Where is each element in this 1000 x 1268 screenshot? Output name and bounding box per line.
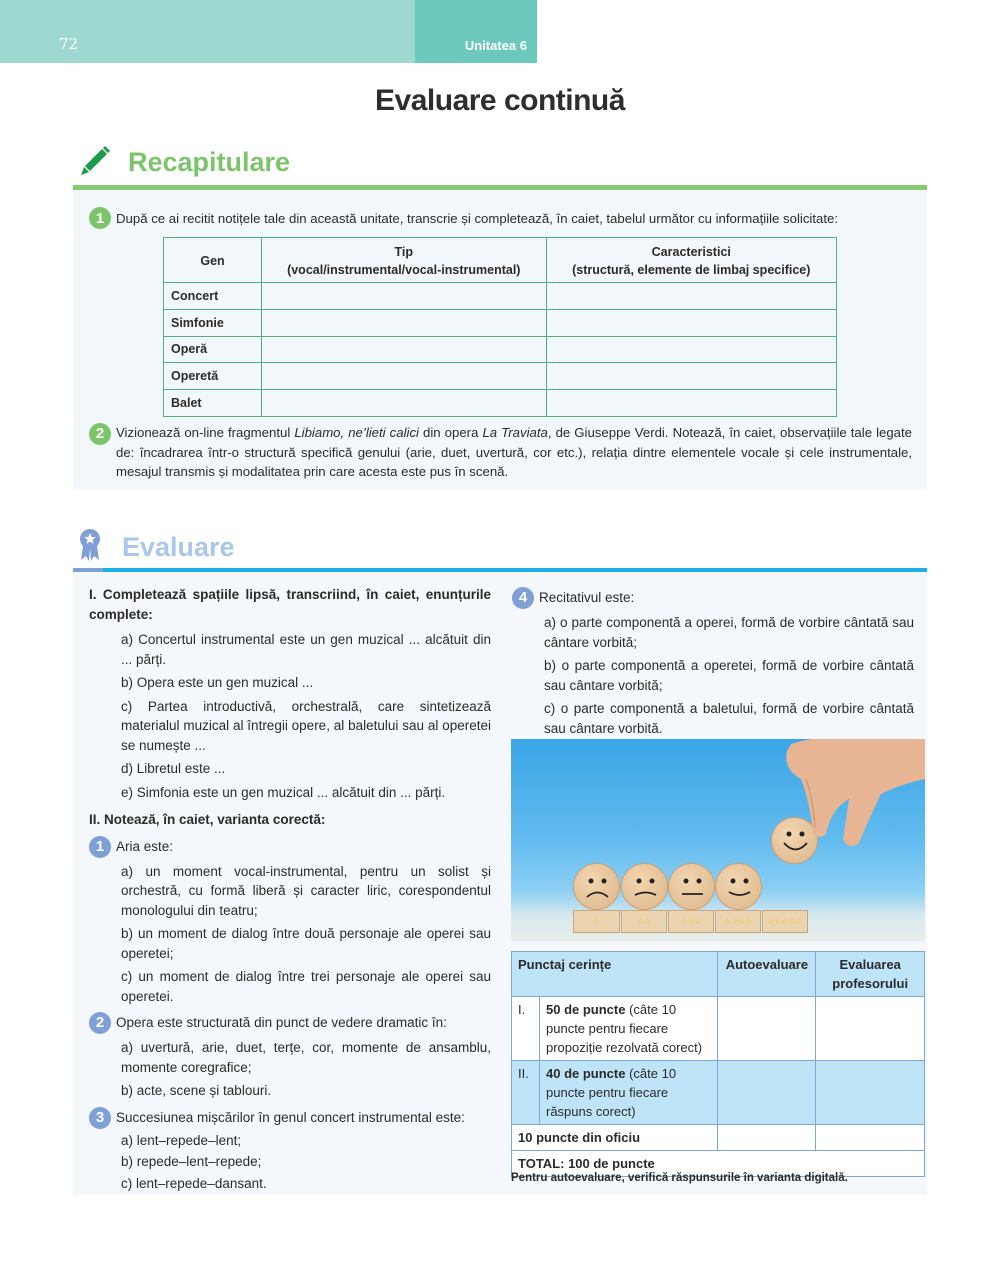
header-punctaj: Punctaj cerințe [512,952,718,997]
empty-cell [546,309,836,336]
score-row-1 [512,997,925,1061]
empty-cell [262,283,547,310]
table-row [164,336,837,363]
part2-heading: II. Notează, în caiet, varianta corectă: [89,812,326,827]
number-badge: 1 [89,207,111,229]
score-row-2 [512,1061,925,1125]
empty-cell [546,283,836,310]
fill-item: e) Simfonia este un gen muzical ... alcătuit din ... părți. [121,784,446,800]
empty-cell [262,309,547,336]
empty-cell [262,363,547,390]
rating-photo [511,739,925,941]
hand-icon [731,739,925,859]
mcq-question-3 [89,1107,491,1129]
genre-cell: Simfonie [164,309,262,336]
evaluation-title: Evaluare [122,532,235,562]
teacher-eval-cell [816,1061,925,1125]
evaluation-right-column [512,587,914,738]
neutral-face-icon [668,863,715,910]
score-table [511,951,925,1177]
mcq-question-1 [89,836,491,858]
fill-item: d) Libretul este ... [121,761,226,776]
total-label: TOTAL: 100 de puncte [512,1151,925,1177]
header-band [0,0,415,63]
content-face-icon [715,863,762,910]
question-text: Aria este: [116,838,174,854]
pencil-icon [78,144,112,181]
score-description: 40 de puncte (câte 10 puncte pentru fiecare răspuns corect) [540,1061,718,1125]
number-badge: 3 [89,1107,111,1129]
roman-numeral: I. [512,997,540,1061]
teacher-eval-cell [816,997,925,1061]
rating-block-1: ☆ [573,910,620,933]
rating-block-2: ☆☆ [621,910,667,933]
table-row [164,283,837,310]
answer-option: a) un moment vocal-instrumental, pentru un solist și orchestră, cu formă liberă și caracter liric, corespondentul monologului din teatru; [121,863,491,918]
mcq-question-2 [89,1012,491,1034]
answer-option: a) uvertură, arie, duet, terțe, cor, momente de ansamblu, momente coregrafice; [121,1040,491,1075]
evaluation-divider [103,568,927,572]
recap-title: Recapitulare [128,147,291,177]
question-text: Recitativul este: [539,590,635,606]
number-badge: 4 [512,587,534,609]
recap-divider [73,185,927,190]
answer-option: b) acte, scene și tablouri. [121,1083,272,1098]
self-eval-cell [718,1061,816,1125]
empty-cell [262,390,547,417]
evaluation-divider-accent [73,568,103,572]
number-badge: 2 [89,1012,111,1034]
recap-question-2 [89,423,912,482]
oficiu-label: 10 puncte din oficiu [512,1125,718,1151]
recap-question-1 [89,207,838,229]
unit-band [415,0,537,63]
part1-heading: I. Completează spațiile lipsă, transcriind, în caiet, enunțurile complete: [89,587,491,622]
fill-item: c) Partea introductivă, orchestrală, care sintetizează materialul muzical al întregii opere, al baletului sau al operetei se numește ... [121,698,491,753]
unhappy-face-icon [621,863,668,910]
table-row [164,390,837,417]
question-text: Succesiunea mișcărilor în genul concert instrumental este: [116,1109,465,1125]
page-number: 72 [59,35,79,53]
empty-cell [546,390,836,417]
evaluation-left-column [89,585,491,1193]
mcq-question-4 [512,587,914,609]
fill-item: b) Opera este un gen muzical ... [121,675,314,690]
genre-cell: Balet [164,390,262,417]
teacher-eval-cell [816,1125,925,1151]
sad-face-icon [573,863,620,910]
roman-numeral: II. [512,1061,540,1125]
answer-option: b) o parte componentă a operetei, formă de vorbire cântată sau cântare vorbită; [544,658,914,693]
self-eval-cell [718,1125,816,1151]
answer-option: b) repede–lent–repede; [121,1154,262,1169]
answer-option: c) un moment de dialog între trei personaje ale operei sau operetei. [121,969,491,1004]
answer-option: b) un moment de dialog între două personaje ale operei sau operetei; [121,926,491,961]
rating-block-5: ☆☆☆☆☆ [762,910,808,933]
header-gen: Gen [164,238,262,283]
table-row [164,309,837,336]
rating-block-4: ☆☆☆☆ [715,910,761,933]
score-description: 50 de puncte (câte 10 puncte pentru fiecare propoziție rezolvată corect) [540,997,718,1061]
self-evaluation-note: Pentru autoevaluare, verifică răspunsurile în varianta digitală. [511,1172,848,1184]
genre-cell: Operetă [164,363,262,390]
genre-cell: Operă [164,336,262,363]
score-row-oficiu [512,1125,925,1151]
answer-option: a) o parte componentă a operei, formă de vorbire cântată sau cântare vorbită; [544,615,914,650]
number-badge: 1 [89,836,111,858]
header-evaluarea-profesorului: Evaluarea profesorului [816,952,925,997]
evaluation-heading [78,528,235,567]
score-header-row [512,952,925,997]
empty-cell [262,336,547,363]
recap-heading [78,144,290,181]
question-text: Vizionează on-line fragmentul Libiamo, ne’lieti calici din opera La Traviata, de Giuseppe Verdi. Notează, în caiet, observațiile tale legate de: încadrarea într-o structură specifică genului (arie, duet, uvertură, cor etc.), relația dintre elementele vocale și cele instrumentale, mesajul transmis și modalitatea prin care acesta este pus în scenă. [116,425,913,479]
question-text: Opera este structurată din punct de vedere dramatic în: [116,1015,447,1031]
award-ribbon-icon [78,528,102,567]
answer-option: c) lent–repede–dansant. [121,1175,267,1191]
answer-option: a) lent–repede–lent; [121,1132,242,1148]
genre-cell: Concert [164,283,262,310]
rating-block-3: ☆☆☆ [668,910,714,933]
empty-cell [546,336,836,363]
question-text: După ce ai recitit notițele tale din această unitate, transcrie și completează, în caiet, tabelul următor cu informațiile solicitate: [116,210,839,226]
fill-item: a) Concertul instrumental este un gen muzical ... alcătuit din ... părți. [121,632,491,667]
table-header-row [164,238,837,283]
header-tip: Tip (vocal/instrumental/vocal-instrumental) [262,238,547,283]
genres-table [163,237,837,417]
number-badge: 2 [89,423,111,445]
self-eval-cell [718,997,816,1061]
page-title: Evaluare continuă [375,84,625,117]
answer-option: c) o parte componentă a baletului, formă de vorbire cântată sau cântare vorbită. [544,701,914,736]
header-caracteristici: Caracteristici (structură, elemente de limbaj specifice) [546,238,836,283]
unit-label: Unitatea 6 [464,38,527,53]
table-row [164,363,837,390]
header-autoevaluare: Autoevaluare [718,952,816,997]
empty-cell [546,363,836,390]
